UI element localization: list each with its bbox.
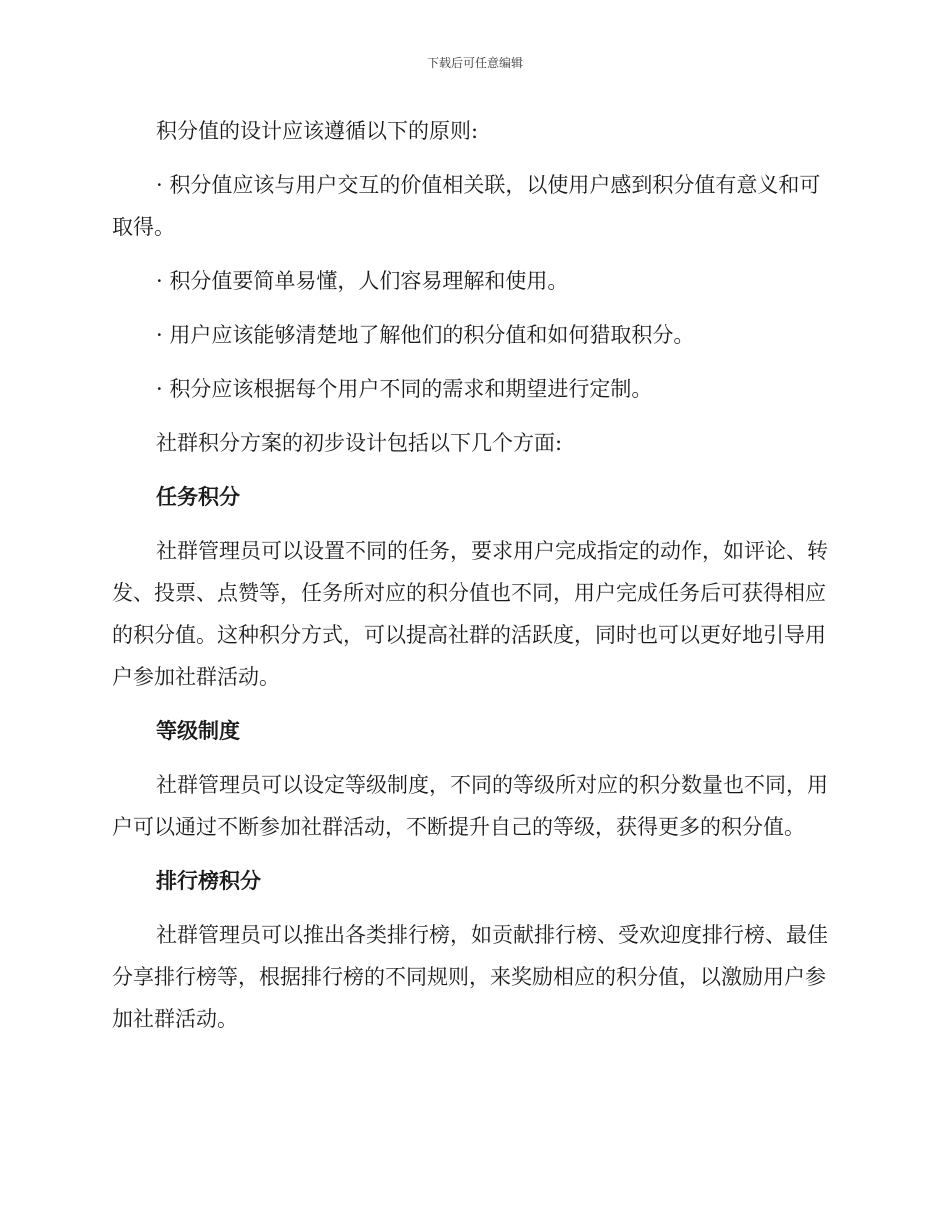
section-heading-task-points: 任务积分 [156, 485, 240, 509]
section-body-leaderboard-points: 社群管理员可以推出各类排行榜，如贡献排行榜、受欢迎度排行榜、最佳分享排行榜等，根据排行榜的不同规则，来奖励相应的积分值，以激励用户参加社群活动。 [112, 923, 828, 1031]
section-heading-level-system: 等级制度 [156, 719, 240, 743]
section-body-level-system: 社群管理员可以设定等级制度，不同的等级所对应的积分数量也不同，用户可以通过不断参加社群活动，不断提升自己的等级，获得更多的积分值。 [112, 773, 828, 839]
principles-intro: 积分值的设计应该遵循以下的原则: [156, 119, 479, 143]
header-note: 下载后可任意编辑 [426, 56, 523, 70]
section-body-task-points: 社群管理员可以设置不同的任务，要求用户完成指定的动作，如评论、转发、投票、点赞等，任务所对应的积分值也不同，用户完成任务后可获得相应的积分值。这种积分方式，可以提高社群的活跃度，同时也可以更好地引导用户参加社群活动。 [112, 539, 828, 689]
section-heading-leaderboard-points: 排行榜积分 [156, 869, 261, 893]
principle-item: · 积分值要简单易懂，人们容易理解和使用。 [156, 269, 569, 293]
principle-item: · 积分值应该与用户交互的价值相关联，以使用户感到积分值有意义和可取得。 [112, 173, 821, 239]
principle-item: · 用户应该能够清楚地了解他们的积分值和如何猎取积分。 [156, 323, 695, 347]
principle-item: · 积分应该根据每个用户不同的需求和期望进行定制。 [156, 377, 653, 401]
document-body [112, 110, 832, 1052]
design-intro: 社群积分方案的初步设计包括以下几个方面: [156, 431, 563, 455]
